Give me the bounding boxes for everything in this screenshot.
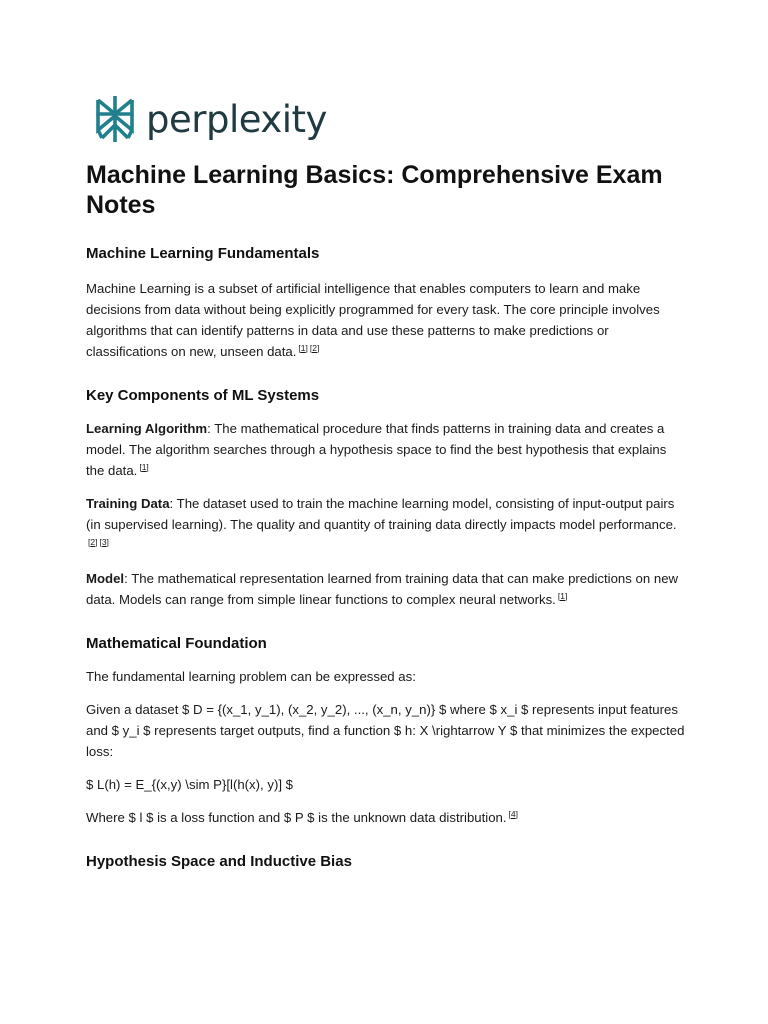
- heading-hypothesis: Hypothesis Space and Inductive Bias: [86, 853, 352, 870]
- formula-expected-loss: $ L(h) = E_{(x,y) \sim P}[l(h(x), y)] $: [86, 777, 294, 792]
- fundamentals-text: Machine Learning is a subset of artificial intelligence that enables computers to learn and make decisions from data without being explicitly programmed for every task. The core principle involves algorithms that can identify patterns in data and use these patterns to make predictions or classifications on new, unseen data.: [86, 281, 660, 359]
- citation-link[interactable]: [1]: [139, 461, 149, 472]
- term-training-data: Training Data: [86, 496, 170, 511]
- paragraph-model: [86, 568, 686, 610]
- citation-link[interactable]: [2]: [309, 342, 320, 353]
- paragraph-training-data: [86, 493, 686, 556]
- heading-math: Mathematical Foundation: [86, 635, 267, 652]
- citation-link[interactable]: [4]: [508, 808, 518, 819]
- training-data-text: : The dataset used to train the machine learning model, consisting of input-output pairs (in supervised learning). The quality and quantity of training data directly impacts model performance.: [86, 496, 677, 532]
- heading-components: Key Components of ML Systems: [86, 387, 320, 404]
- citation-link[interactable]: [2]: [88, 536, 98, 547]
- perplexity-logo: [94, 94, 327, 144]
- paragraph-math-intro: The fundamental learning problem can be expressed as:: [86, 669, 416, 684]
- heading-fundamentals: Machine Learning Fundamentals: [86, 245, 320, 262]
- perplexity-wordmark: perplexity: [146, 97, 327, 141]
- model-text: : The mathematical representation learned from training data that can make predictions on new data. Models can range from simple linear functions to complex neural networks.: [86, 571, 679, 607]
- term-learning-algorithm: Learning Algorithm: [86, 421, 208, 436]
- math-where-text: Where $ l $ is a loss function and $ P $ is the unknown data distribution.: [86, 810, 507, 825]
- learning-algorithm-text: : The mathematical procedure that finds patterns in training data and creates a model. The algorithm searches through a hypothesis space to find the best hypothesis that explains the data.: [86, 421, 667, 478]
- document-content: [86, 160, 686, 872]
- paragraph-learning-algorithm: [86, 418, 686, 481]
- citation-link[interactable]: [1]: [557, 590, 568, 601]
- paragraph-fundamentals: [86, 278, 686, 362]
- paragraph-math-where: [86, 807, 686, 828]
- citation-link[interactable]: [1]: [298, 342, 308, 353]
- paragraph-math-given: Given a dataset $ D = {(x_1, y_1), (x_2, y_2), ..., (x_n, y_n)} $ where $ x_i $ represents input features and $ y_i $ represents target outputs, find a function $ h: X \rightarrow Y $ that minimizes the expected loss:: [86, 702, 685, 759]
- citation-link[interactable]: [3]: [99, 536, 109, 547]
- page-title: Machine Learning Basics: Comprehensive Exam Notes: [86, 161, 663, 219]
- perplexity-mark-icon: [94, 94, 136, 144]
- term-model: Model: [86, 571, 125, 586]
